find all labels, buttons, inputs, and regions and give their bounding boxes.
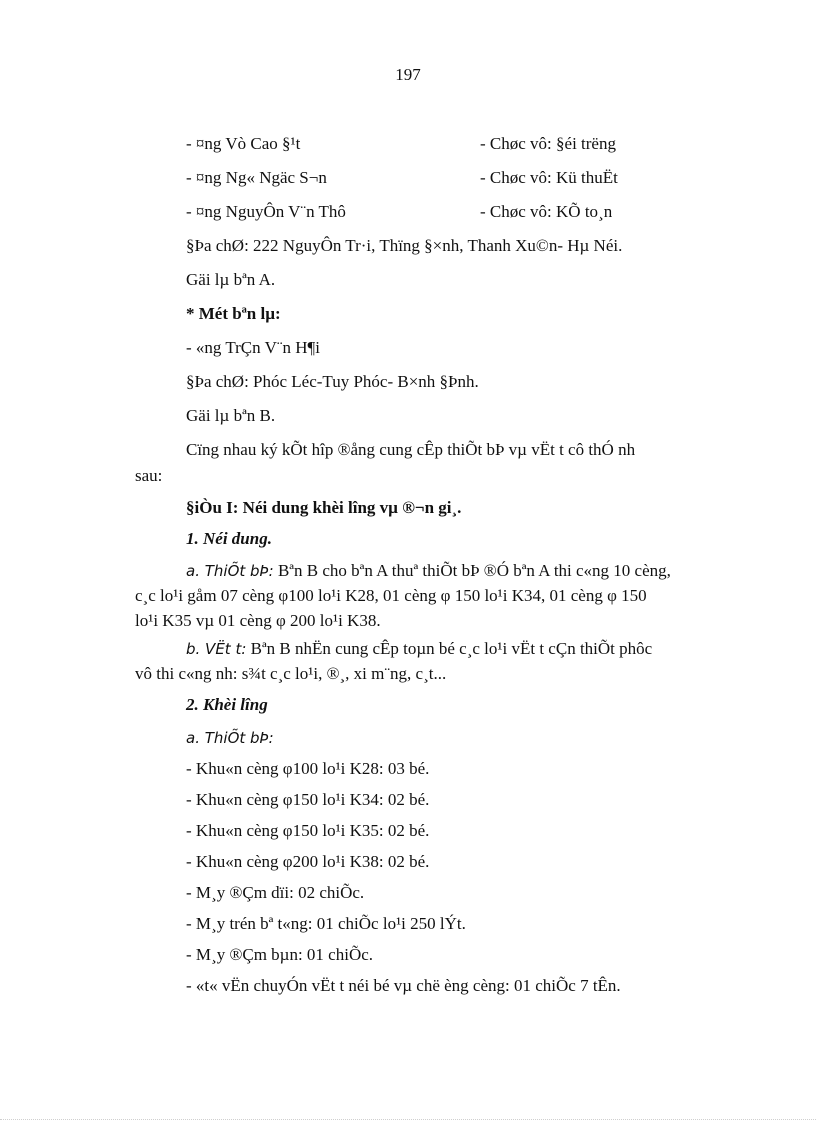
agreement-line-1: Cïng nhau ký kÕt hîp ®ång cung cÊp thiÕt bÞ vµ vËt t cô thÓ nh [186, 440, 636, 459]
page-number: 197 [395, 65, 421, 84]
equipment-item-3: - Khu«n cèng φ150 lo¹i K35: 02 bé. [186, 821, 430, 840]
s1b-text-1: Bªn B nhËn cung cÊp toµn bé c¸c lo¹i vËt t cÇn thiÕt phôc [246, 639, 653, 658]
page-bottom-divider [0, 1119, 816, 1120]
equipment-item-6: - M¸y trén bª t«ng: 01 chiÕc lo¹i 250 lÝt. [186, 914, 466, 933]
equipment-item-5: - M¸y ®Çm dïi: 02 chiÕc. [186, 883, 365, 902]
equipment-item-1: - Khu«n cèng φ100 lo¹i K28: 03 bé. [186, 759, 430, 778]
s2a-label: a. ThiÕt bÞ: [186, 729, 274, 747]
s1b-line-2: vô thi c«ng nh: s¾t c¸c lo¹i, ®¸, xi m¨ng, c¸t... [135, 664, 447, 683]
party-b-heading: * Mét bªn lµ: [186, 304, 281, 323]
address-b: §Þa chØ: Phóc Léc-Tuy Phóc- B×nh §Þnh. [186, 372, 479, 391]
rep-name-1: - ¤ng Vò Cao §¹t [186, 134, 301, 153]
section-1-heading: 1. Néi dung. [186, 529, 272, 548]
rep-role-2: - Chøc vô: Kü thuËt [480, 168, 618, 187]
equipment-item-7: - M¸y ®Çm bµn: 01 chiÕc. [186, 945, 374, 964]
s1a-line-3: lo¹i K35 vµ 01 cèng φ 200 lo¹i K38. [135, 611, 381, 630]
s1b-label: b. VËt t: [186, 640, 247, 658]
equipment-item-4: - Khu«n cèng φ200 lo¹i K38: 02 bé. [186, 852, 430, 871]
s1a-line-2: c¸c lo¹i gåm 07 cèng φ100 lo¹i K28, 01 cèng φ 150 lo¹i K34, 01 cèng φ 150 [135, 586, 647, 605]
s1b-line-1 [186, 639, 652, 659]
rep-role-3: - Chøc vô: KÕ to¸n [480, 202, 613, 221]
equipment-item-2: - Khu«n cèng φ150 lo¹i K34: 02 bé. [186, 790, 430, 809]
section-2-heading: 2. Khèi lîng [186, 695, 268, 714]
party-b-person: - «ng TrÇn V¨n H¶i [186, 338, 320, 357]
s1a-text-1: Bªn B cho bªn A thuª thiÕt bÞ ®Ó bªn A thi c«ng 10 cèng, [273, 561, 671, 580]
rep-name-3: - ¤ng NguyÔn V¨n Thô [186, 202, 346, 221]
rep-name-2: - ¤ng Ng« Ngäc S¬n [186, 168, 327, 187]
equipment-item-8: - «t« vËn chuyÓn vËt t néi bé vµ chë èng cèng: 01 chiÕc 7 tÊn. [186, 976, 621, 995]
party-a-label: Gäi lµ bªn A. [186, 270, 276, 289]
s1a-label: a. ThiÕt bÞ: [186, 562, 274, 580]
address-a: §Þa chØ: 222 NguyÔn Tr·i, Thïng §×nh, Thanh Xu©n- Hµ Néi. [186, 236, 623, 255]
s1a-line-1 [186, 561, 671, 581]
agreement-line-2: sau: [135, 466, 163, 485]
rep-role-1: - Chøc vô: §éi trëng [480, 134, 616, 153]
article-heading: §iÒu I: Néi dung khèi lîng vµ ®¬n gi¸. [186, 498, 462, 517]
party-b-label: Gäi lµ bªn B. [186, 406, 276, 425]
